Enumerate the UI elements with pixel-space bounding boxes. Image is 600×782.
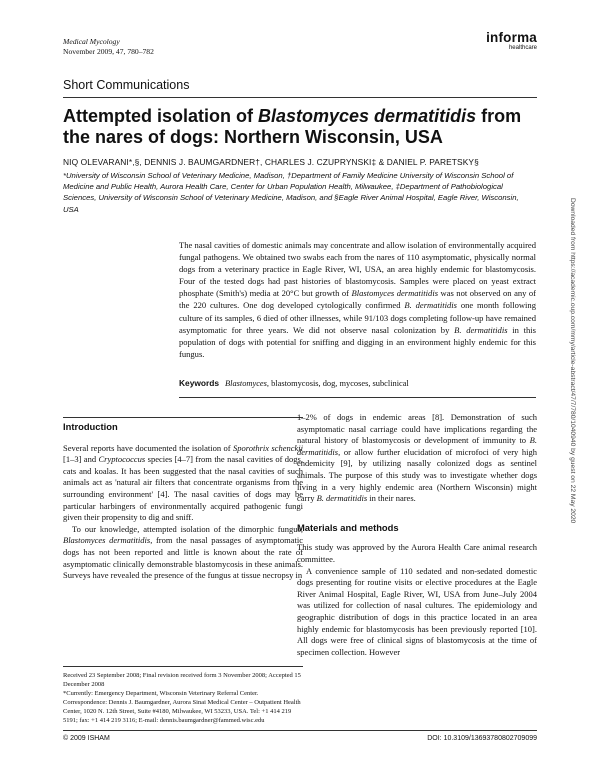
keyword-italic: Blastomyces <box>225 379 267 388</box>
download-watermark <box>564 198 578 708</box>
keywords <box>179 378 409 388</box>
doi: DOI: 10.3109/13693780802709099 <box>427 735 537 742</box>
section-rule <box>63 97 537 98</box>
publisher-name: informa <box>486 30 537 45</box>
article-title <box>63 106 533 148</box>
author-list: NIQ OLEVARANI*,§, DENNIS J. BAUMGARDNER†, CHARLES J. CZUPRYNSKI‡ & DANIEL P. PARETSKY§ <box>63 157 479 167</box>
publisher-sub: healthcare <box>508 45 537 51</box>
intro-paragraph-1 <box>63 443 303 524</box>
footnotes <box>63 671 303 726</box>
title-part-2: from the nares of dogs: Northern Wisconsin, USA <box>63 106 522 147</box>
left-column-rule <box>63 417 303 418</box>
abstract-species-3: B. dermatitidis <box>454 324 508 335</box>
right-column <box>297 412 537 658</box>
intro-p1-species-1: Sporothrix schenckii <box>232 442 303 453</box>
methods-paragraph-1: This study was approved by the Aurora Health Care animal research committee. <box>297 542 537 564</box>
intro-p1-text-a: Several reports have documented the isolation of <box>63 442 233 453</box>
title-part-1: Attempted isolation of <box>63 106 258 126</box>
received-dates: Received 23 September 2008; Final revision received form 3 November 2008; Accepted 15 December 2008 <box>63 672 301 689</box>
intro-cont-text-a: 1–2% of dogs in endemic areas [8]. Demonstration of such asymptomatic nasal carriage could have implications regarding the natural history of blastomycosis or development of immunity to <box>297 412 537 446</box>
keywords-label: Keywords <box>179 378 220 388</box>
intro-continuation <box>297 412 537 505</box>
abstract-species-2: B. dermatitidis <box>404 300 457 311</box>
intro-paragraph-2 <box>63 524 303 582</box>
intro-p1-text-c: species [4–7] from the nasal cavities of dogs, cats and koalas. It has been suggested that the nasal cavities of such animals act as 'natural air filters that concentrate organisms from the surrounding environment' [4]. The nasal cavities of dogs may be particular harbingers of environmentally acquired pathogenic fungi given their propensity to dig and sniff. <box>63 454 303 523</box>
abstract <box>179 239 536 360</box>
intro-p1-text-b: [1–3] and <box>63 454 99 465</box>
title-species: Blastomyces dermatitidis <box>258 106 477 126</box>
abstract-text-3: one month following culture of its samples, 6 died of other illnesses, while 91/103 dogs completing follow-up have remained asymptomatic for three years. We did not observe nasal colonization by <box>179 300 536 335</box>
intro-cont-text-b: , or allow further elucidation of microfoci of very high endemicity [9], by utilizing nasally colonized dogs as sentinel animals. The purpose of this study was to investigate whether dogs living in a very highly endemic area (Northern Wisconsin) might carry <box>297 446 537 504</box>
affiliations: *University of Wisconsin School of Veterinary Medicine, Madison, †Department of Family Medicine University of Wisconsin School of Medicine and Public Health, Aurora Health Care, Center for Urban Population Health, Milwaukee, ‡Department of Pathobiological Sciences, University of Wisconsin School of Veterinary Medicine, Madison, and §Eagle River Animal Hospital, Eagle River, Wisconsin, USA <box>63 171 519 214</box>
keyword-rest: , blastomycosis, dog, mycoses, subclinical <box>266 379 409 388</box>
methods-paragraph-2: A convenience sample of 110 sedated and non-sedated domestic dogs presenting for routine visits or elective procedures at the Eagle River Animal Hospital, Eagle River, WI, USA from June–July 2004 was utilized for collection of nasal cultures. The epidemiology and geographic distribution of dogs in this practice located in an area highly endemic for blastomycosis has been previously reported [10]. All dogs were free of clinical signs of blastomycosis at the time of specimen collection. However <box>297 565 537 657</box>
journal-name: Medical Mycology <box>63 37 120 46</box>
left-column <box>63 421 303 582</box>
intro-cont-species-2: B. dermatitidis <box>316 493 368 504</box>
methods-heading: Materials and methods <box>297 521 399 533</box>
intro-p2-text-a: To our knowledge, attempted isolation of the dimorphic fungus, <box>72 523 303 534</box>
copyright: © 2009 ISHAM <box>63 735 110 742</box>
abstract-species-1: Blastomyces dermatitidis <box>351 288 439 299</box>
intro-p2-text-b: , from the nasal passages of asymptomatic dogs has not been reported and little is known about the rate of asymptomatic clinically demonstrable blastomycosis in these animals. Surveys have revealed the presence of the fungus at tissue necropsy in <box>63 535 303 581</box>
intro-p1-species-2: Cryptococcus <box>98 454 146 465</box>
journal-issue: November 2009, 47, 780–782 <box>63 46 154 56</box>
intro-heading: Introduction <box>63 421 118 432</box>
abstract-text-2: was not observed on any of the 220 cultures. One dog developed cytologically confirmed <box>179 288 537 311</box>
correspondence: *Currently: Emergency Department, Wisconsin Veterinary Referral Center. Correspondence: Dennis J. Baumgardner, Aurora Sinai Medical Center – Outpatient Health Center, 1020 N. 12th Street, Suite #4180, Milwaukee, WI 53233, USA. Tel: +1 414 219 5191; fax: +1 414 219 3116; E-mail: dennis.baumgardner@fammed.wisc.edu <box>63 690 301 725</box>
intro-p2-species: Blastomyces dermatitidis <box>63 535 151 546</box>
abstract-rule <box>179 397 536 398</box>
footnote-rule <box>63 666 303 667</box>
intro-cont-species-1: B. dermatitidis <box>297 435 537 457</box>
publisher-logo <box>486 31 537 52</box>
journal-header <box>63 37 154 56</box>
intro-cont-text-c: in their nares. <box>367 493 416 504</box>
abstract-text-1: The nasal cavities of domestic animals may concentrate and allow isolation of environmentally acquired fungal pathogens. We obtained two swabs each from the nares of 110 asymptomatic, physically normal dogs from a veterinary practice in Eagle River, WI, USA, an area highly endemic for blastomycosis. Four of the tested dogs had past histories of blastomycosis. Samples were placed on yeast extract phosphate (Smith's) media at 20°C but growth of <box>179 240 536 299</box>
abstract-text-4: in this population of dogs with potential for sniffing and digging in an environment highly endemic for this fungus. <box>179 324 537 359</box>
download-watermark-text: Downloaded from https://academic.oup.com/mmy/article-abstract/47/7/780/1040940 by guest on 22 May 2020 <box>569 198 576 524</box>
section-title: Short Communications <box>63 78 190 92</box>
footer-rule <box>63 730 537 731</box>
